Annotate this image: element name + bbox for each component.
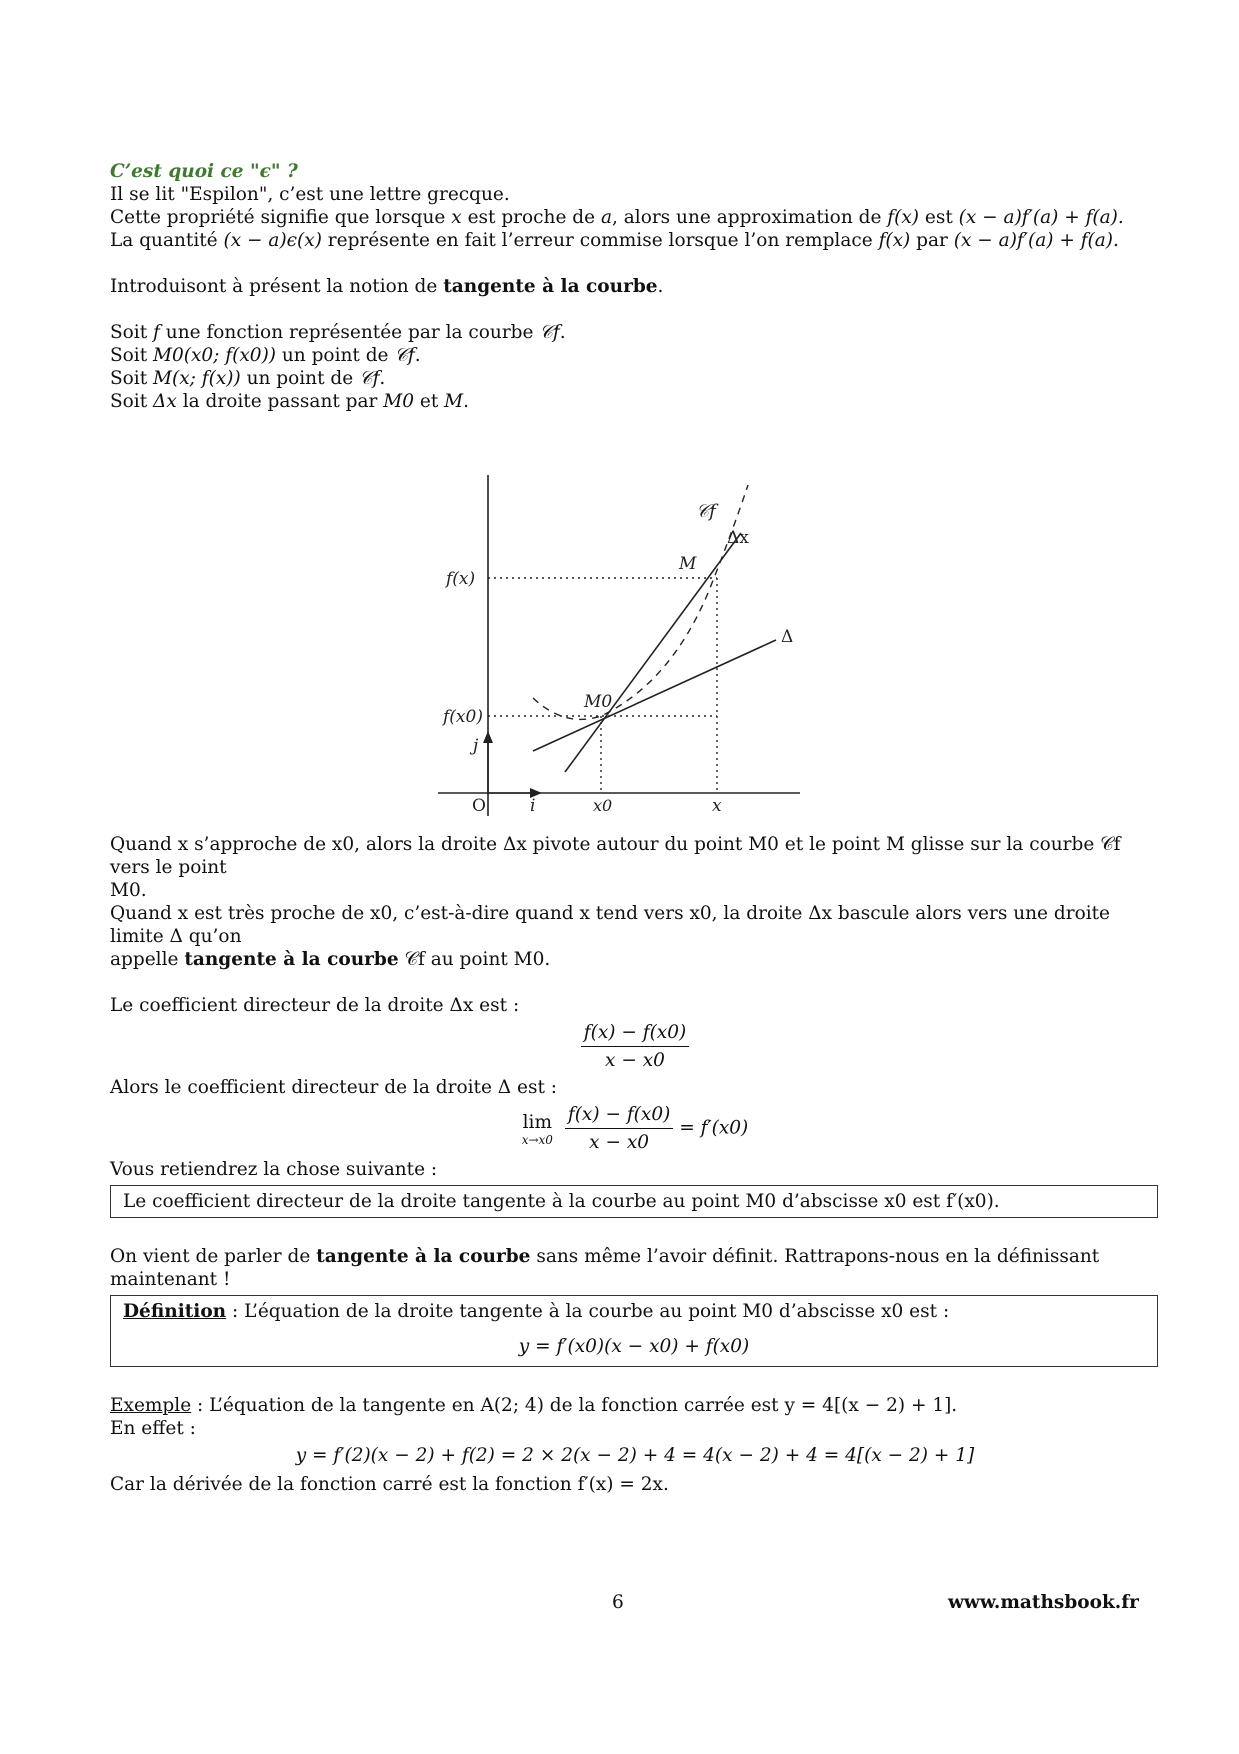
label-fx0: f(x0) [443,707,483,727]
label-i: i [530,796,536,816]
epsilon-line-1: Il se lit "Espilon", c’est une lettre grecque. [110,184,510,205]
epsilon-line-3: La quantité (x − a)ϵ(x) représente en fait l’erreur commise lorsque l’on remplace f(x) par (x − a)f′(a) + f(a). [110,230,1119,251]
limit-rhs: = f′(x0) [679,1117,749,1139]
secant-slope-formula [110,1021,1160,1072]
label-fx: f(x) [446,569,476,589]
limit-fraction: $\frac{f(x) - f(x0)}{x - x0}$ [565,1103,673,1154]
label-j: j [473,736,479,756]
label-x: x [712,796,722,816]
key-result-box: Le coefficient directeur de la droite tangente à la courbe au point M0 d’abscisse x0 est f′(x0). [110,1185,1158,1218]
label-dx: Δx [727,528,749,548]
label-x0: x0 [593,796,613,815]
definition-title: Définition [123,1301,227,1322]
example-title: Exemple [110,1395,192,1416]
label-O: O [472,796,486,816]
site-url: www.mathsbook.fr [948,1592,1139,1613]
label-delta: Δ [781,627,794,647]
en-effet-line: En effet : [110,1418,196,1439]
example-equation: y = f′(2)(x − 2) + f(2) = 2 × 2(x − 2) + 4 = 4(x − 2) + 4 = 4[(x − 2) + 1] [295,1445,975,1466]
definition-intro: On vient de parler de tangente à la courbe sans même l’avoir définit. Rattrapons-nous en la définissant maintenant ! [110,1246,1100,1290]
example-line: Exemple : L’équation de la tangente en A(2; 4) de la fonction carrée est y = 4[(x − 2) + 1]. [110,1395,958,1416]
slope-fraction: $\frac{f(x) - f(x0)}{x - x0}$ [581,1021,689,1072]
tangent-equation: y = f′(x0)(x − x0) + f(x0) [518,1336,750,1357]
retenir-line: Vous retiendrez la chose suivante : [110,1159,438,1180]
tangent-figure [110,413,1160,833]
definition-box: Définition : L’équation de la droite tangente à la courbe au point M0 d’abscisse x0 est : y = f′(x0)(x − x0) + f(x0) [110,1295,1158,1367]
epsilon-line-2: Cette propriété signifie que lorsque x est proche de a, alors une approximation de f(x) est (x − a)f′(a) + f(a). [110,207,1124,228]
epsilon-heading: C’est quoi ce "ϵ" ? [110,161,298,182]
car-line: Car la dérivée de la fonction carré est la fonction f′(x) = 2x. [110,1474,669,1495]
limit-formula [110,1103,1160,1154]
limit-operator: lim x→x0 [521,1112,553,1147]
page-content [110,160,1160,1496]
soit-line-2: Soit M0(x0; f(x0)) un point de 𝒞f. [110,345,421,366]
soit-line-1: Soit f une fonction représentée par la courbe 𝒞f. [110,322,566,343]
tangent-diagram [110,413,1160,833]
secant-line [565,533,741,772]
label-M: M [679,554,697,574]
j-arrowhead [483,731,493,743]
label-M0: M0 [584,692,613,712]
coef-line-2: Alors le coefficient directeur de la droite Δ est : [110,1077,558,1098]
quand-line-1: Quand x s’approche de x0, alors la droite Δx pivote autour du point M0 et le point M glisse sur la courbe 𝒞f vers le point [110,834,1121,878]
quand-line-3: appelle tangente à la courbe 𝒞f au point M0. [110,949,551,970]
page-number: 6 [612,1592,624,1613]
soit-line-3: Soit M(x; f(x)) un point de 𝒞f. [110,368,386,389]
coef-line: Le coefficient directeur de la droite Δx est : [110,995,520,1016]
tangent-line [533,640,776,751]
label-cf: 𝒞f [696,501,716,522]
quand-line-1b: M0. [110,880,147,901]
intro-paragraph: Introduisont à présent la notion de tangente à la courbe. [110,276,664,297]
soit-line-4: Soit Δx la droite passant par M0 et M. [110,391,469,412]
quand-line-2: Quand x est très proche de x0, c’est-à-dire quand x tend vers x0, la droite Δx bascule alors vers une droite limite Δ qu’on [110,903,1111,947]
